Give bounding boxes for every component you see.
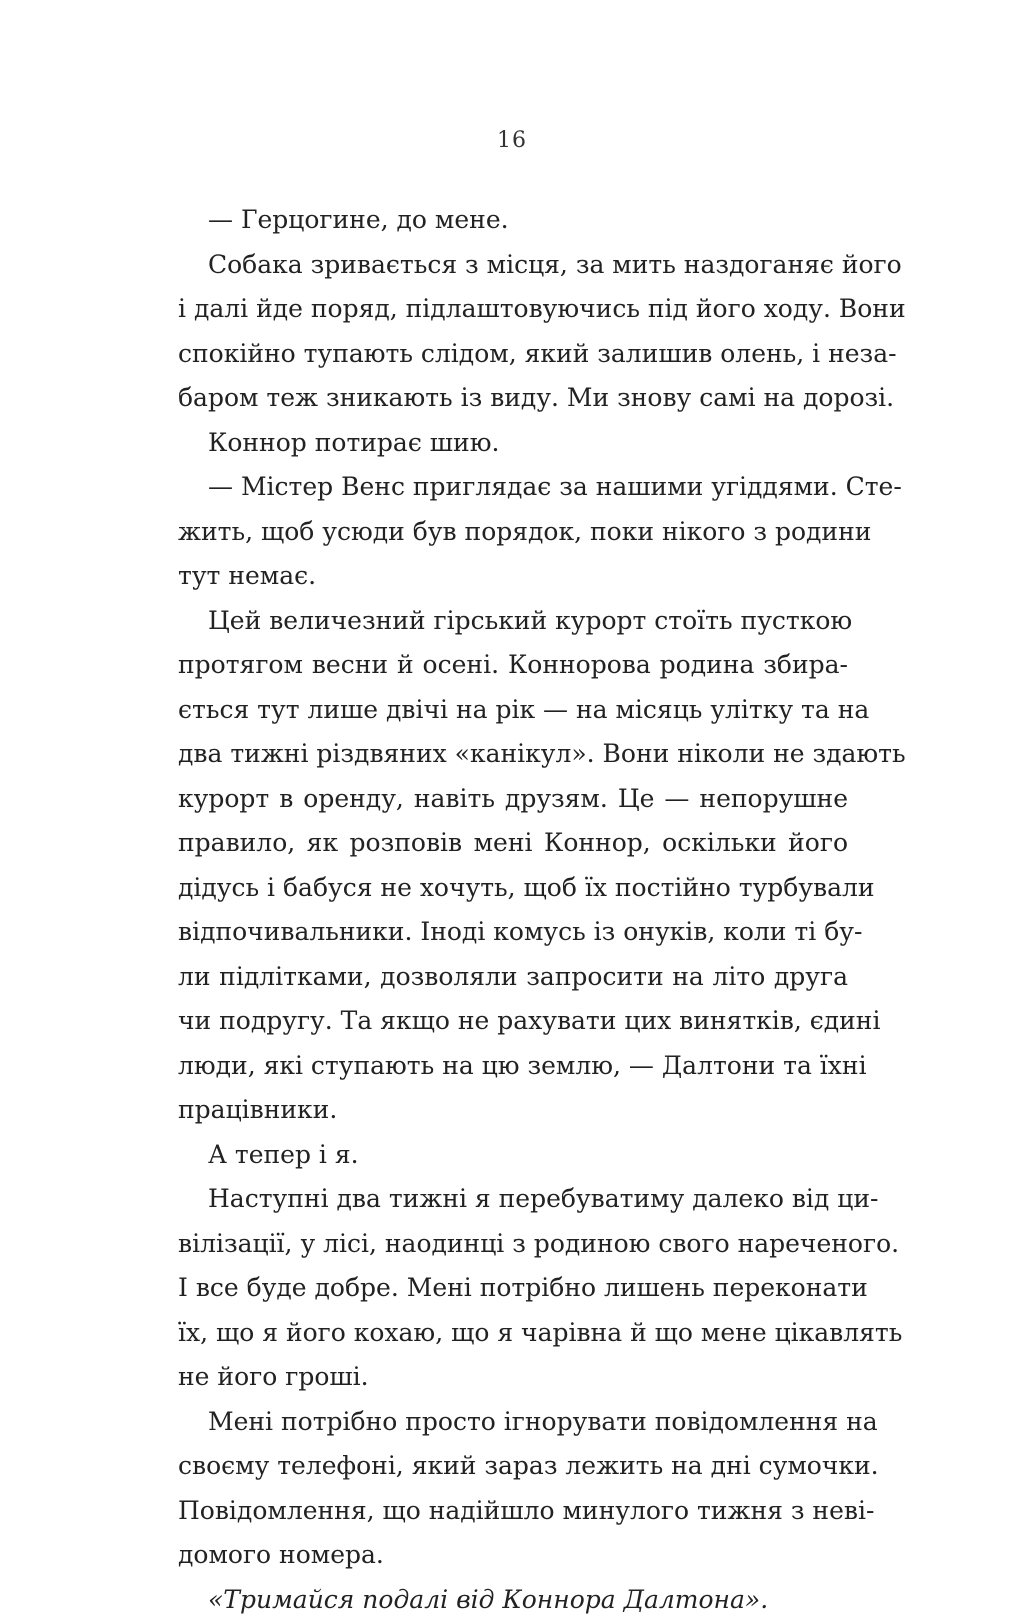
text-line: правило, як розповів мені Коннор, оскільки його <box>178 821 848 866</box>
text-line: і далі йде поряд, підлаштовуючись під його ходу. Вони <box>178 287 848 332</box>
text-line: відпочивальники. Іноді комусь із онуків, коли ті бу- <box>178 910 848 955</box>
text-line: працівники. <box>178 1088 848 1133</box>
text-line: Коннор потирає шию. <box>178 421 848 466</box>
text-line: дідусь і бабуся не хочуть, щоб їх постійно турбували <box>178 866 848 911</box>
text-line: спокійно тупають слідом, який залишив олень, і неза- <box>178 332 848 377</box>
text-line: Цей величезний гірський курорт стоїть пусткою <box>178 599 848 644</box>
text-line: баром теж зникають із виду. Ми знову самі на дорозі. <box>178 376 848 421</box>
text-line: домого номера. <box>178 1533 848 1578</box>
text-line: І все буде добре. Мені потрібно лишень переконати <box>178 1266 848 1311</box>
text-line: Наступні два тижні я перебуватиму далеко від ци- <box>178 1177 848 1222</box>
text-line: Мені потрібно просто ігнорувати повідомлення на <box>178 1400 848 1445</box>
body-text <box>178 198 848 1622</box>
text-line: А тепер і я. <box>178 1133 848 1178</box>
text-line: — Герцогине, до мене. <box>178 198 848 243</box>
text-line: — Містер Венс приглядає за нашими угіддями. Сте- <box>178 465 848 510</box>
text-line: Повідомлення, що надійшло минулого тижня з неві- <box>178 1489 848 1534</box>
text-line: не його гроші. <box>178 1355 848 1400</box>
text-line: чи подругу. Та якщо не рахувати цих винятків, єдині <box>178 999 848 1044</box>
text-line: «Тримайся подалі від Коннора Далтона». <box>178 1578 848 1622</box>
text-line: люди, які ступають на цю землю, — Далтони та їхні <box>178 1044 848 1089</box>
text-line: два тижні різдвяних «канікул». Вони ніколи не здають <box>178 732 848 777</box>
text-line: ли підлітками, дозволяли запросити на літо друга <box>178 955 848 1000</box>
text-line: їх, що я його кохаю, що я чарівна й що мене цікавлять <box>178 1311 848 1356</box>
text-line: курорт в оренду, навіть друзям. Це — непорушне <box>178 777 848 822</box>
page-number: 16 <box>0 128 1024 153</box>
text-line: своєму телефоні, який зараз лежить на дні сумочки. <box>178 1444 848 1489</box>
text-line: вілізації, у лісі, наодинці з родиною свого нареченого. <box>178 1222 848 1267</box>
text-line: Собака зривається з місця, за мить наздоганяє його <box>178 243 848 288</box>
text-line: протягом весни й осені. Конноровa родина збира- <box>178 643 848 688</box>
text-line: ється тут лише двічі на рік — на місяць улітку та на <box>178 688 848 733</box>
text-line: жить, щоб усюди був порядок, поки нікого з родини <box>178 510 848 555</box>
text-line: тут немає. <box>178 554 848 599</box>
